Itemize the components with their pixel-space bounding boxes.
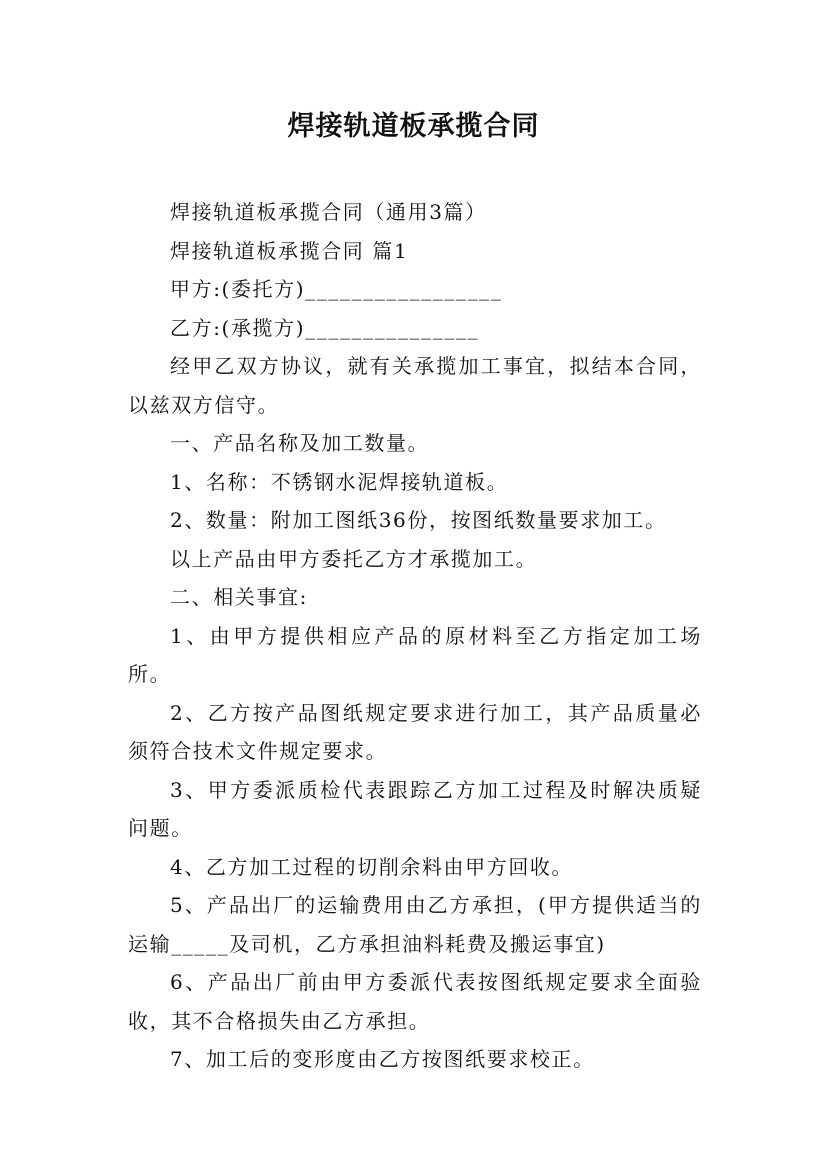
- paragraph-item: 5、产品出厂的运输费用由乙方承担，(甲方提供适当的运输_____及司机，乙方承担油料耗费及搬运事宜): [128, 893, 702, 956]
- paragraph-clause-heading-2: 二、相关事宜:: [170, 585, 308, 609]
- paragraph-section-heading: 焊接轨道板承揽合同 篇1: [170, 238, 409, 263]
- paragraph-item: 3、甲方委派质检代表跟踪乙方加工过程及时解决质疑问题。: [128, 777, 702, 840]
- paragraph-item: 1、由甲方提供相应产品的原材料至乙方指定加工场所。: [128, 623, 702, 686]
- paragraph-clause-heading-1: 一、产品名称及加工数量。: [170, 431, 430, 455]
- paragraph-item: 2、乙方按产品图纸规定要求进行加工，其产品质量必须符合技术文件规定要求。: [128, 700, 702, 763]
- paragraph-item: 2、数量：附加工图纸36份，按图纸数量要求加工。: [170, 508, 667, 532]
- paragraph-subtitle: 焊接轨道板承揽合同（通用3篇）: [170, 200, 487, 224]
- document-body: [128, 193, 702, 1079]
- paragraph-item: 1、名称：不锈钢水泥焊接轨道板。: [170, 469, 509, 494]
- paragraph-preamble: 经甲乙双方协议，就有关承揽加工事宜，拟结本合同，以兹双方信守。: [128, 354, 702, 417]
- paragraph-item: 7、加工后的变形度由乙方按图纸要求校正。: [170, 1047, 595, 1071]
- paragraph-party-a: 甲方:(委托方)_________________: [170, 277, 503, 301]
- paragraph-item: 4、乙方加工过程的切削余料由甲方回收。: [170, 854, 574, 879]
- paragraph-item: 以上产品由甲方委托乙方才承揽加工。: [170, 546, 538, 571]
- paragraph-item: 6、产品出厂前由甲方委派代表按图纸规定要求全面验收，其不合格损失由乙方承担。: [128, 970, 702, 1033]
- document-title: 焊接轨道板承揽合同: [287, 111, 540, 142]
- paragraph-party-b: 乙方:(承揽方)_______________: [170, 315, 480, 340]
